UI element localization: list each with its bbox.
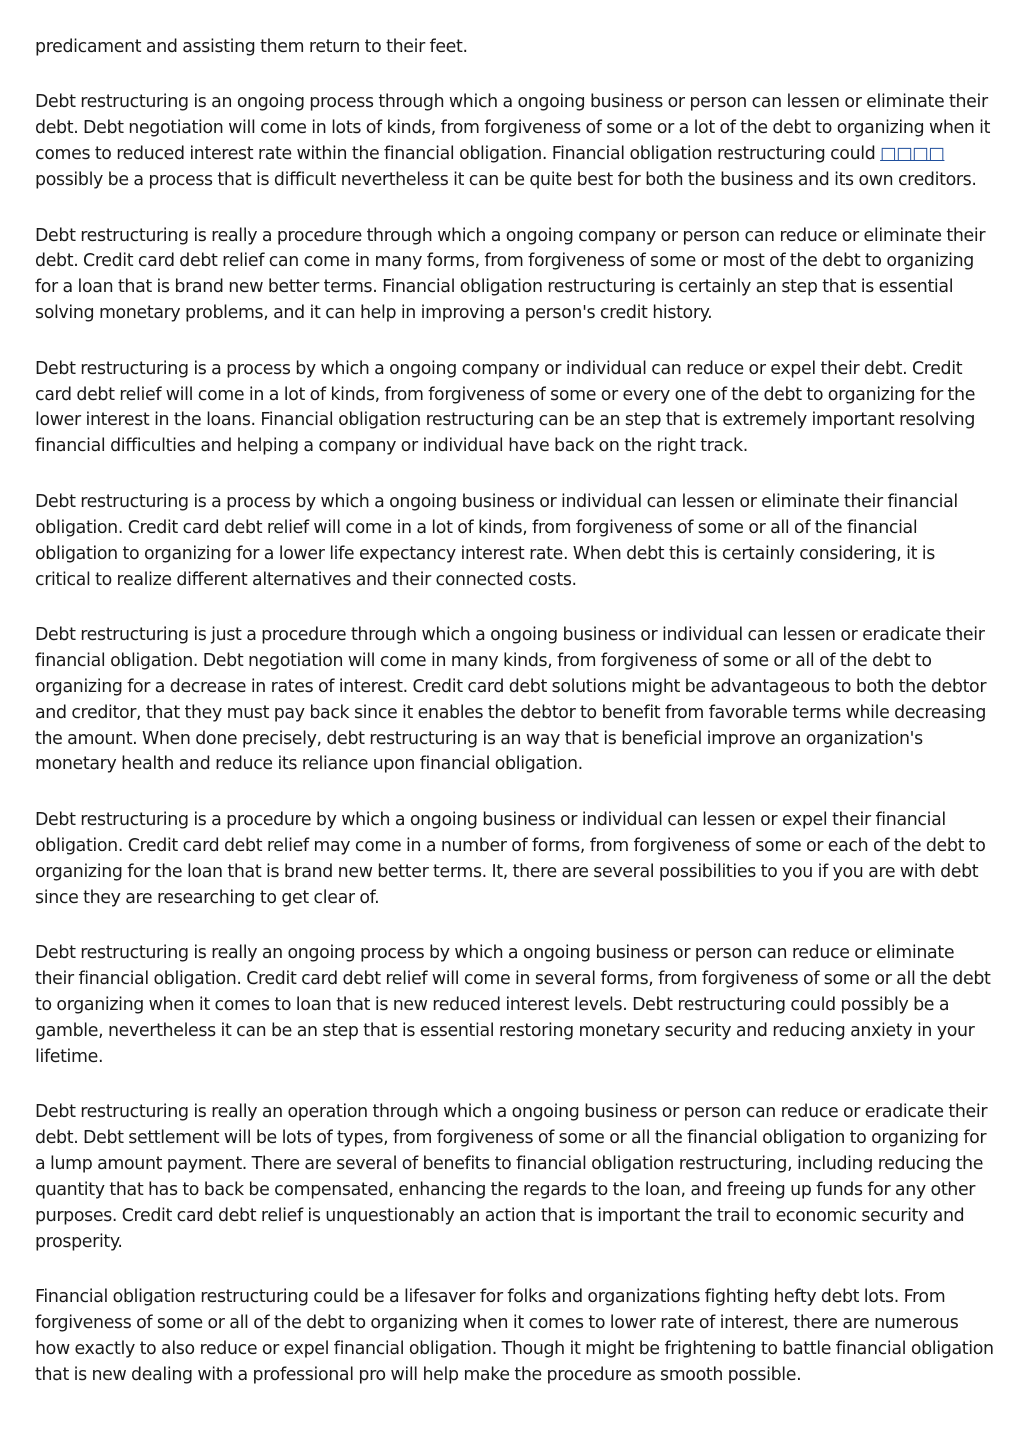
paragraph-2-text-after: possibly be a process that is difficult nevertheless it can be quite best for both the business and its own creditors. [35,170,977,191]
paragraph-8: Debt restructuring is really an ongoing process by which a ongoing business or person can reduce or eliminate their financial obligation. Credit card debt relief will come in several forms, from forgiveness of some or all the debt to organizing when it comes to loan that is new reduced interest levels. Debt restructuring could possibly be a gamble, nevertheless it can be an step that is essential restoring monetary security and reducing anxiety in your lifetime. [35,942,991,1067]
paragraph-7: Debt restructuring is a procedure by which a ongoing business or individual can lessen or expel their financial obligation. Credit card debt relief may come in a number of forms, from forgiveness of some or each of the debt to organizing for the loan that is brand new better terms. It, there are several possibilities to you if you are with debt since they are researching to get clear of. [35,809,986,908]
inline-link[interactable]: □□□□ [880,144,945,165]
paragraph-4: Debt restructuring is a process by which a ongoing company or individual can reduce or expel their debt. Credit card debt relief will come in a lot of kinds, from forgiveness of some or every one of the debt to organizing for the lower interest in the loans. Financial obligation restructuring can be an step that is extremely important resolving financial difficulties and helping a company or individual have back on the right track. [35,358,976,457]
document-body [35,35,995,1389]
paragraph-2-text-before: Debt restructuring is an ongoing process through which a ongoing business or person can lessen or eliminate their debt. Debt negotiation will come in lots of kinds, from forgiveness of some or a lot of the debt to organizing when it comes to reduced interest rate within the financial obligation. Financial obligation restructuring could [35,92,991,165]
paragraph-2 [35,90,995,194]
paragraph-5: Debt restructuring is a process by which a ongoing business or individual can lessen or eliminate their financial obligation. Credit card debt relief will come in a lot of kinds, from forgiveness of some or all of the financial obligation to organizing for a lower life expectancy interest rate. When debt this is certainly considering, it is critical to realize different alternatives and their connected costs. [35,491,958,590]
paragraph-10: Financial obligation restructuring could be a lifesaver for folks and organizations fighting hefty debt lots. From forgiveness of some or all of the debt to organizing when it comes to lower rate of interest, there are numerous how exactly to also reduce or expel financial obligation. Though it might be frightening to battle financial obligation that is new dealing with a professional pro will help make the procedure as smooth possible. [35,1286,994,1385]
paragraph-9: Debt restructuring is really an operation through which a ongoing business or person can reduce or eradicate their debt. Debt settlement will be lots of types, from forgiveness of some or all the financial obligation to organizing for a lump amount payment. There are several of benefits to financial obligation restructuring, including reducing the quantity that has to back be compensated, enhancing the regards to the loan, and freeing up funds for any other purposes. Credit card debt relief is unquestionably an action that is important the trail to economic security and prosperity. [35,1102,988,1252]
paragraph-6: Debt restructuring is just a procedure through which a ongoing business or individual can lessen or eradicate their financial obligation. Debt negotiation will come in many kinds, from forgiveness of some or all of the debt to organizing for a decrease in rates of interest. Credit card debt solutions might be advantageous to both the debtor and creditor, that they must pay back since it enables the debtor to benefit from favorable terms while decreasing the amount. When done precisely, debt restructuring is an way that is beneficial improve an organization's monetary health and reduce its reliance upon financial obligation. [35,624,987,775]
paragraph-3: Debt restructuring is really a procedure through which a ongoing company or person can reduce or eliminate their debt. Credit card debt relief can come in many forms, from forgiveness of some or most of the debt to organizing for a loan that is brand new better terms. Financial obligation restructuring is certainly an step that is essential solving monetary problems, and it can help in improving a person's credit history. [35,225,986,324]
paragraph-1: predicament and assisting them return to their feet. [35,37,468,57]
